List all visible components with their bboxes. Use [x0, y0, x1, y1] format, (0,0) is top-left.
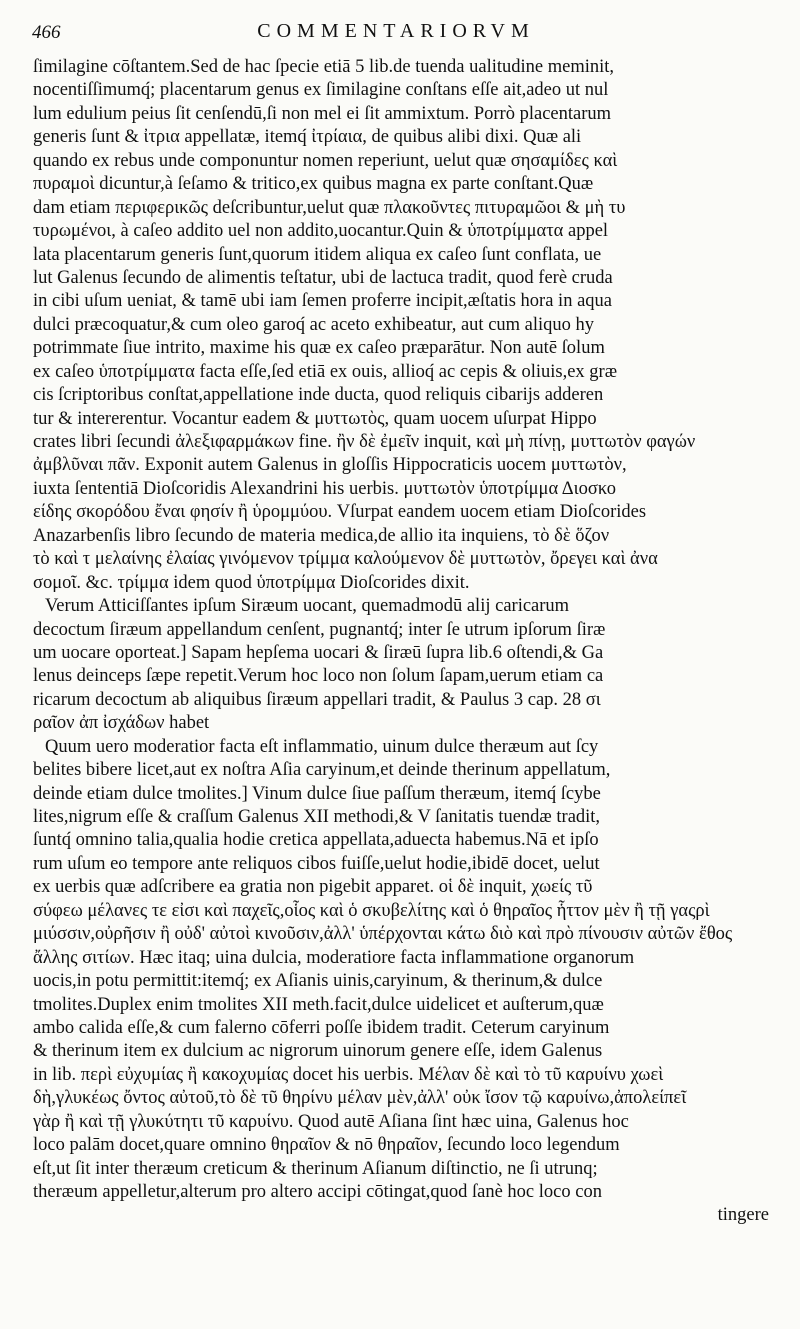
- text-line: σύφεω μέλανες τε εἰσι καὶ παχεῖς,οἷος καὶ ὁ σκυβελίτης καὶ ὁ θηραῖος ἧττον μὲν ἢ τῇ γαςρὶ: [33, 900, 710, 921]
- text-line: lum edulium peius ſit cenſendū,ſi non mel ei ſit ammixtum. Porrò placentarum: [33, 103, 612, 124]
- text-line: deinde etiam dulce tmolites.] Vinum dulce ſiue paſſum theræum, itemq́ ſcybe: [33, 783, 601, 804]
- text-line: & therinum item ex dulcium ac nigrorum uinorum genere eſſe, idem Galenus: [33, 1041, 603, 1062]
- text-line: ἄλλης σιτίων. Hæc itaq; uina dulcia, moderatiore facta inflammatione organorum: [33, 947, 635, 968]
- text-line: dulci præcoquatur,& cum oleo garoq́ ac aceto exhibeatur, aut cum aliquo hy: [33, 314, 595, 335]
- text-line: loco palām docet,quare omnino θηραῖον & nō θηραῖον, ſecundo loco legendum: [33, 1135, 620, 1156]
- text-line: quando ex rebus unde componuntur nomen reperiunt, uelut quæ σησαμίδες καὶ: [33, 150, 618, 171]
- text-line: δὴ,γλυκέως ὄντος αὐτοῦ,τὸ δὲ τῦ θηρίνυ μέλαν μὲν,ἀλλ' οὐκ ἴσον τῷ καρυίνω,ἀπολείπεῖ: [33, 1088, 687, 1109]
- text-line: lut Galenus ſecundo de alimentis teſtatur, ubi de lactuca tradit, quod ferè cruda: [33, 267, 613, 288]
- text-line: generis ſunt & ἰτρια appellatæ, itemq́ ἰτρίαια, de quibus alibi dixi. Quæ ali: [33, 127, 582, 148]
- text-line: μιύσσιν,οὐρῆσιν ἢ οὐδ' αὐτοὶ κινοῦσιν,ἀλλ' ὑπέρχονται κάτω διὸ καὶ πρὸ πίνουσιν αὐτῶν ἔθος: [33, 924, 733, 945]
- catchword: tingere: [717, 1205, 769, 1226]
- text-line: Anazarbenſis libro ſecundo de materia medica,de allio ita inquiens, τὸ δὲ ὅζον: [33, 525, 610, 546]
- text-line: belites bibere licet,aut ex noſtra Aſia caryinum,et deinde therinum appellatum,: [33, 760, 611, 781]
- text-line: tmolites.Duplex enim tmolites XII meth.facit,dulce uidelicet et auſterum,quæ: [33, 994, 604, 1015]
- text-line: ἀμβλῦναι πᾶν. Exponit autem Galenus in gloſſis Hippocraticis uocem μυττωτὸν,: [33, 455, 627, 476]
- page-number: 466: [32, 22, 61, 43]
- text-line: ambo calida eſſe,& cum falerno cōferri poſſe ibidem tradit. Ceterum caryinum: [33, 1017, 610, 1038]
- text-line: ex uerbis quæ adſcribere ea gratia non pigebit apparet. οἱ δὲ inquit, χωείς τῦ: [33, 877, 593, 898]
- body-text: [33, 56, 773, 1228]
- text-line: potrimmate ſiue intrito, maxime his quæ ex caſeo præparātur. Non autē ſolum: [33, 338, 605, 359]
- text-line: uocis,in potu permittit:itemq́; ex Aſianis uinis,caryinum, & therinum,& dulce: [33, 971, 603, 992]
- text-line: eſt,ut ſit inter theræum creticum & therinum Aſianum diſtinctio, ne ſi utrunq;: [33, 1158, 598, 1179]
- text-line: nocentiſſimumq́; placentarum genus ex ſimilagine conſtans eſſe ait,adeo ut nul: [33, 80, 609, 101]
- text-line: lenus deinceps ſæpe repetit.Verum hoc loco non ſolum ſapam,uerum etiam ca: [33, 666, 604, 687]
- text-line: dam etiam περιφερικῶς deſcribuntur,uelut quæ πλακοῦντες πιτυραμῶοι & μὴ τυ: [33, 197, 626, 218]
- text-line: είδης σκορόδου ἔναι φησίν ἢ ὑρομμύου. Vſurpat eandem uocem etiam Dioſcorides: [33, 502, 647, 523]
- text-line: πυραμοὶ dicuntur,à ſeſamo & tritico,ex quibus magna ex parte conſtant.Quæ: [33, 174, 594, 195]
- text-line: lata placentarum generis ſunt,quorum itidem aliqua ex caſeo ſunt conflata, ue: [33, 244, 602, 265]
- text-line: ſimilagine cōſtantem.Sed de hac ſpecie etiā 5 lib.de tuenda ualitudine meminit,: [33, 57, 615, 77]
- text-line: um uocare oporteat.] Sapam hepſema uocari & ſiræū ſupra lib.6 oſtendi,& Ga: [33, 642, 604, 663]
- text-line: ſuntq́ omnino talia,qualia hodie cretica appellata,aduecta habemus.Nā et ipſo: [33, 830, 599, 851]
- text-line: lites,nigrum eſſe & craſſum Galenus XII methodi,& V ſanitatis tuendæ tradit,: [33, 807, 601, 827]
- text-line: theræum appelletur,alterum pro altero accipi cōtingat,quod ſanè hoc loco con: [33, 1182, 602, 1202]
- text-line: τυρωμένοι, à caſeo addito uel non addito,uocantur.Quin & ὑποτρίμματα appel: [33, 221, 609, 242]
- text-line: crates libri ſecundi ἀλεξιφαρμάκων fine. ἢν δὲ ἐμεῖν inquit, καὶ μὴ πίνῃ, μυττωτὸν φαγών: [33, 432, 696, 452]
- text-line: ex caſeo ὑποτρίμματα facta eſſe,ſed etiā ex ouis, allioq́ ac cepis & oliuis,ex græ: [33, 361, 618, 382]
- text-line: σομοῖ. &c. τρίμμα idem quod ὑποτρίμμα Dioſcorides dixit.: [33, 572, 470, 593]
- running-head: [32, 20, 760, 50]
- text-line: decoctum ſiræum appellandum cenſent, pugnantq́; inter ſe utrum ipſorum ſiræ: [33, 619, 606, 640]
- text-line: Verum Atticiſſantes ipſum Siræum uocant, quemadmodū alij caricarum: [45, 596, 570, 617]
- text-line: Quum uero moderatior facta eſt inflammatio, uinum dulce theræum aut ſcy: [45, 736, 599, 757]
- running-title: COMMENTARIORVM: [257, 20, 535, 42]
- text-line: ραῖον ἀπ ἰσχάδων habet: [33, 713, 210, 734]
- text-line: τὸ καὶ τ μελαίνης ἐλαίας γινόμενον τρίμμα καλούμενον δὲ μυττωτὸν, ὄρεγει καὶ ἀνα: [33, 549, 658, 570]
- text-line: γὰρ ἢ καὶ τῇ γλυκύτητι τῦ καρυίνυ. Quod autē Aſiana ſint hæc uina, Galenus hoc: [33, 1111, 629, 1132]
- text-line: ricarum decoctum ab aliquibus ſiræum appellari tradit, & Paulus 3 cap. 28 σι: [33, 689, 601, 710]
- text-line: iuxta ſententiā Dioſcoridis Alexandrini his uerbis. μυττωτὸν ὑποτρίμμα Διοσκο: [33, 478, 617, 499]
- text-line: cis ſcriptoribus conſtat,appellatione inde ducta, quod reliquis cibarijs adderen: [33, 385, 604, 406]
- text-line: in lib. περὶ εὐχυμίας ἢ κακοχυμίας docet his uerbis. Μέλαν δὲ καὶ τὸ τῦ καρυίνυ χωεὶ: [33, 1064, 664, 1085]
- text-line: tur & intererentur. Vocantur eadem & μυττωτὸς, quam uocem uſurpat Hippo: [33, 408, 597, 429]
- text-line: in cibi uſum ueniat, & tamē ubi iam ſemen proferre incipit,æſtatis hora in aqua: [33, 291, 612, 312]
- text-line: rum uſum eo tempore ante reliquos cibos fuiſſe,uelut hodie,ibidē docet, uelut: [33, 853, 600, 874]
